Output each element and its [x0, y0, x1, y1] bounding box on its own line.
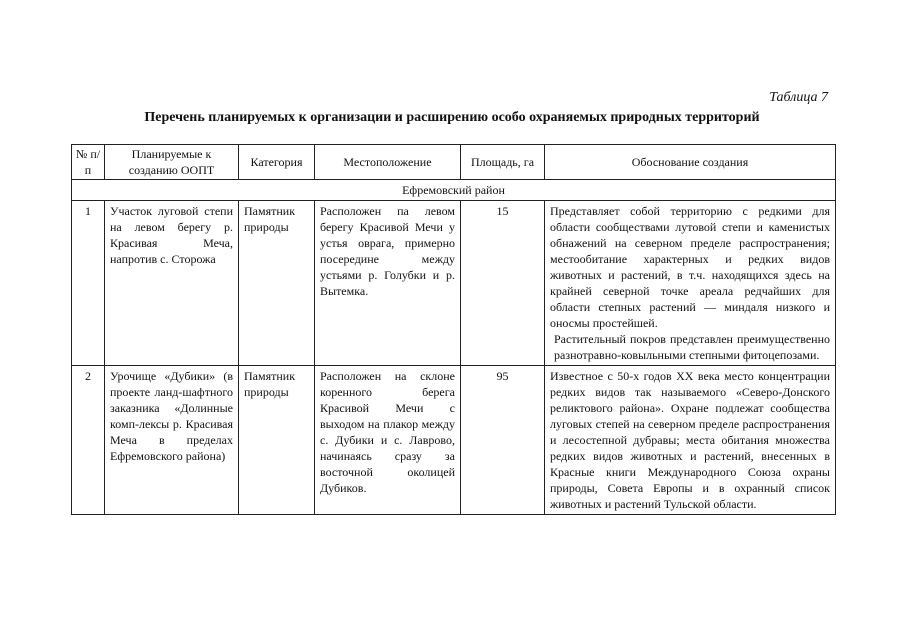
row-reason	[545, 201, 836, 366]
reason-paragraph: Представляет собой территорию с редкими для области сообществами лутовой степи и каменистых обнажений на северном пределе распространения; местообитание характерных и редких видов животных и растений, в т.ч. находящихся здесь на крайней северной точке ареала редчайших для области степных растений — миндаля низкого и оносмы простейшей.	[550, 204, 830, 330]
protected-areas-table	[71, 144, 836, 515]
row-area: 95	[461, 366, 545, 515]
district-label: Ефремовский район	[72, 180, 836, 201]
row-category: Памятник природы	[239, 201, 315, 366]
header-num: № п/п	[72, 145, 105, 180]
table-row	[72, 366, 836, 515]
row-num: 1	[72, 201, 105, 366]
reason-paragraph: Известное с 50-х годов XX века место концентрации редких видов так называемого «Северо-Донского реликтового района». Охране подлежат сообщества луговых степей на северном пределе распространения и лесостепной дубравы; места обитания множества редких видов животных и растений, внесенных в Красные книги Международного Союза охраны природы, Совета Европы и в охранный список животных и растений Тульской области.	[550, 369, 830, 511]
district-row	[72, 180, 836, 201]
header-area: Площадь, га	[461, 145, 545, 180]
row-reason	[545, 366, 836, 515]
document-title: Перечень планируемых к организации и расширению особо охраняемых природных территорий	[144, 110, 760, 125]
row-location: Расположен на склоне коренного берега Красивой Мечи с выходом на плакор между с. Дубики и с. Лаврово, начинаясь сразу за восточной околицей Дубиков.	[315, 366, 461, 515]
row-num: 2	[72, 366, 105, 515]
row-area: 15	[461, 201, 545, 366]
row-name: Участок луговой степи на левом берегу р. Красивая Меча, напротив с. Сторожа	[105, 201, 239, 366]
table-header-row	[72, 145, 836, 180]
table-row	[72, 201, 836, 366]
header-reason: Обоснование создания	[545, 145, 836, 180]
row-category: Памятник природы	[239, 366, 315, 515]
row-name: Урочище «Дубики» (в проекте ланд-шафтного заказника «Долинные комп-лексы р. Красивая Меча в пределах Ефремовского района)	[105, 366, 239, 515]
row-location: Расположен па левом берегу Красивой Мечи у устья оврага, примерно посередине между устьями р. Голубки и р. Вытемка.	[315, 201, 461, 366]
header-name: Планируемые к созданию ООПТ	[105, 145, 239, 180]
header-location: Местоположение	[315, 145, 461, 180]
table-number: Таблица 7	[769, 90, 828, 105]
header-category: Категория	[239, 145, 315, 180]
reason-paragraph: Растительный покров представлен преимущественно разнотравно-ковыльными степными фитоцепозами.	[554, 332, 830, 362]
